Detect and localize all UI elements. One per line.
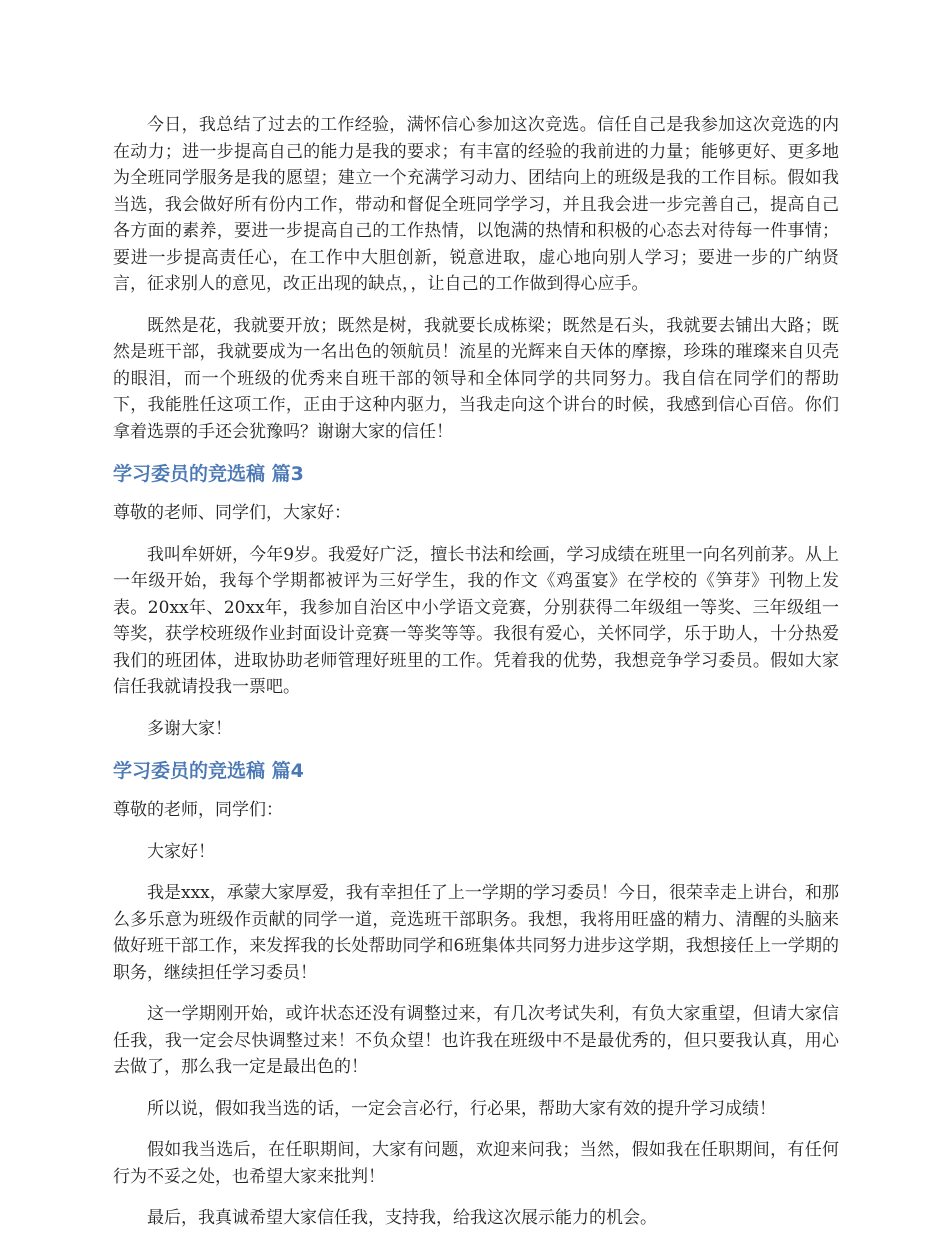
document-page (113, 112, 839, 1247)
paragraph: 多谢大家！ (147, 718, 232, 739)
paragraph: 这一学期刚开始，或许状态还没有调整过来，有几次考试失利，有负大家重望，但请大家信任我，我一定会尽快调整过来！不负众望！也许我在班级中不是最优秀的，但只要我认真，用心去做了，那么我一定是最出色的！ (113, 1004, 839, 1077)
paragraph: 今日，我总结了过去的工作经验，满怀信心参加这次竞选。信任自己是我参加这次竞选的内在动力；进一步提高自己的能力是我的要求；有丰富的经验的我前进的力量；能够更好、更多地为全班同学服务是我的愿望；建立一个充满学习动力、团结向上的班级是我的工作目标。假如我当选，我会做好所有份内工作，带动和督促全班同学学习，并且我会进一步完善自己，提高自己各方面的素养，要进一步提高自己的工作热情，以饱满的热情和积极的心态去对待每一件事情；要进一步提高责任心，在工作中大胆创新，锐意进取，虚心地向别人学习；要进一步的广纳贤言，征求别人的意见，改正出现的缺点，，让自己的工作做到得心应手。 (113, 115, 839, 294)
greeting: 尊敬的老师，同学们： (113, 800, 283, 820)
paragraph: 我是xxx，承蒙大家厚爱，我有幸担任了上一学期的学习委员！今日，很荣幸走上讲台，和那么多乐意为班级作贡献的同学一道，竞选班干部职务。我想，我将用旺盛的精力、清醒的头脑来做好班干部工作，来发挥我的长处帮助同学和6班集体共同努力进步这学期，我想接任上一学期的职务，继续担任学习委员！ (113, 883, 839, 983)
paragraph: 所以说，假如我当选的话，一定会言必行，行必果，帮助大家有效的提升学习成绩！ (147, 1098, 776, 1119)
paragraph: 既然是花，我就要开放；既然是树，我就要长成栋梁；既然是石头，我就要去铺出大路；既然是班干部，我就要成为一名出色的领航员！流星的光辉来自天体的摩擦，珍珠的璀璨来自贝壳的眼泪，而一个班级的优秀来自班干部的领导和全体同学的共同努力。我自信在同学们的帮助下，我能胜任这项工作，正由于这种内驱力，当我走向这个讲台的时候，我感到信心百倍。你们拿着选票的手还会犹豫吗？谢谢大家的信任！ (113, 315, 839, 442)
paragraph: 假如我当选后，在任职期间，大家有问题，欢迎来问我；当然，假如我在任职期间，有任何行为不妥之处，也希望大家来批判！ (113, 1140, 839, 1187)
section-heading: 学习委员的竞选稿 篇3 (113, 463, 304, 485)
paragraph: 大家好！ (147, 841, 215, 862)
section-heading: 学习委员的竞选稿 篇4 (113, 760, 304, 782)
paragraph: 最后，我真诚希望大家信任我，支持我，给我这次展示能力的机会。 (147, 1208, 657, 1228)
greeting: 尊敬的老师、同学们，大家好： (113, 503, 351, 523)
paragraph: 我叫牟妍妍，今年9岁。我爱好广泛，擅长书法和绘画，学习成绩在班里一向名列前茅。从上一年级开始，我每个学期都被评为三好学生，我的作文《鸡蛋宴》在学校的《笋芽》刊物上发表。20xx年、20xx年，我参加自治区中小学语文竞赛，分别获得二年级组一等奖、三年级组一等奖，获学校班级作业封面设计竞赛一等奖等等。我很有爱心，关怀同学，乐于助人，十分热爱我们的班团体，进取协助老师管理好班里的工作。凭着我的优势，我想竞争学习委员。假如大家信任我就请投我一票吧。 (113, 544, 839, 697)
